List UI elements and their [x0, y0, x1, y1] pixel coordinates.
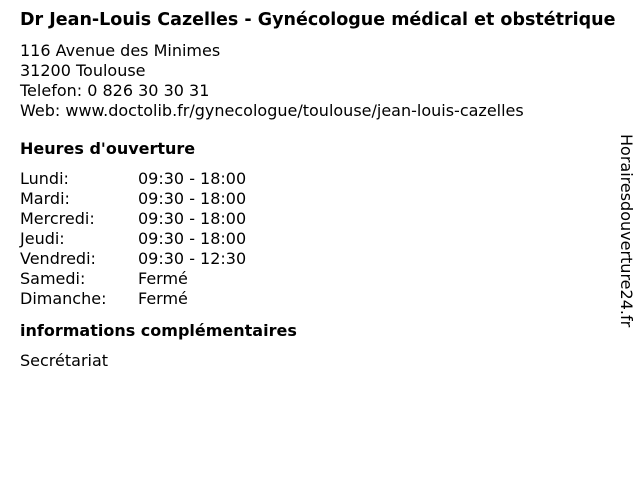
street-address: 116 Avenue des Minimes — [20, 41, 221, 60]
additional-info-heading: informations complémentaires — [20, 321, 297, 340]
opening-hours-heading: Heures d'ouverture — [20, 139, 196, 158]
website: Web: www.doctolib.fr/gynecologue/toulouse/jean-louis-cazelles — [20, 101, 524, 120]
day-hours: 09:30 - 18:00 — [138, 189, 247, 208]
day-label: Samedi: — [20, 269, 86, 288]
address-block — [20, 41, 616, 121]
hours-row-sunday — [20, 289, 616, 309]
day-hours: 09:30 - 12:30 — [138, 249, 247, 268]
day-hours: 09:30 - 18:00 — [138, 209, 247, 228]
opening-hours-table — [20, 169, 616, 309]
day-label: Dimanche: — [20, 289, 107, 308]
additional-info-text: Secrétariat — [20, 351, 109, 370]
day-hours: 09:30 - 18:00 — [138, 169, 247, 188]
business-listing — [20, 10, 616, 371]
day-label: Lundi: — [20, 169, 69, 188]
page-title: Dr Jean-Louis Cazelles - Gynécologue médical et obstétrique — [20, 10, 616, 30]
hours-row-monday — [20, 169, 616, 189]
day-hours: Fermé — [138, 289, 188, 308]
day-label: Jeudi: — [20, 229, 65, 248]
day-hours: 09:30 - 18:00 — [138, 229, 247, 248]
day-label: Mardi: — [20, 189, 70, 208]
hours-row-wednesday — [20, 209, 616, 229]
hours-row-saturday — [20, 269, 616, 289]
city-address: 31200 Toulouse — [20, 61, 146, 80]
site-watermark: Horairesdouverture24.fr — [617, 134, 636, 328]
day-hours: Fermé — [138, 269, 188, 288]
hours-row-tuesday — [20, 189, 616, 209]
hours-row-thursday — [20, 229, 616, 249]
day-label: Mercredi: — [20, 209, 95, 228]
day-label: Vendredi: — [20, 249, 96, 268]
hours-row-friday — [20, 249, 616, 269]
phone-number: Telefon: 0 826 30 30 31 — [20, 81, 210, 100]
